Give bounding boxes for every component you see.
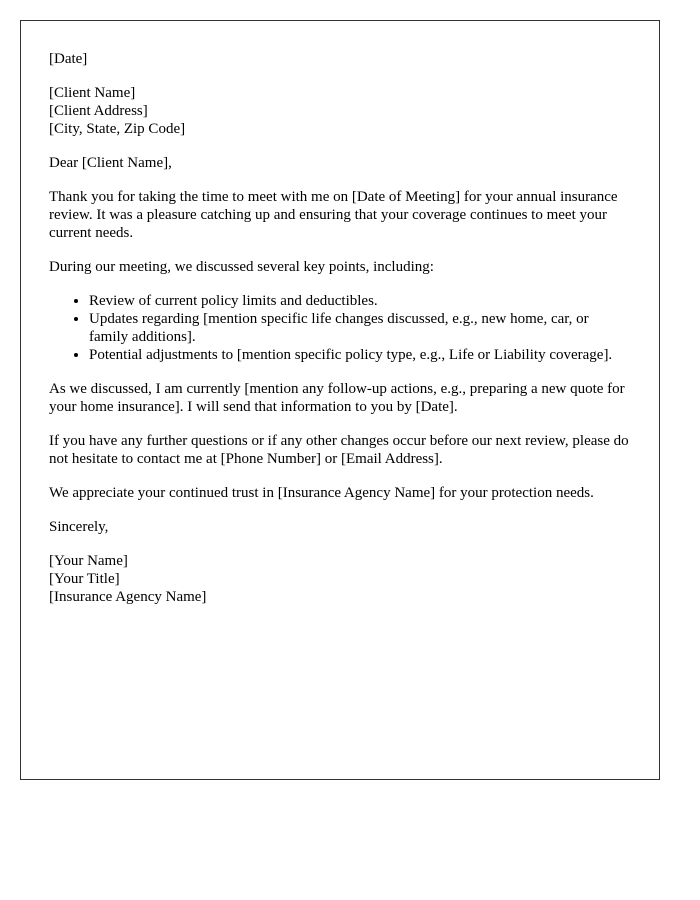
key-point-item: • Potential adjustments to [mention specific policy type, e.g., Life or Liability coverage]. [89,346,631,364]
body-paragraph-appreciation: We appreciate your continued trust in [Insurance Agency Name] for your protection needs. [49,485,594,501]
body-paragraph-follow-up: As we discussed, I am currently [mention any follow-up actions, e.g., preparing a new quote for your home insurance]. I will send that information to you by [Date]. [49,381,625,415]
salutation: Dear [Client Name], [49,155,172,171]
closing: Sincerely, [49,519,109,535]
body-paragraph-intro: Thank you for taking the time to meet with me on [Date of Meeting] for your annual insurance review. It was a pleasure catching up and ensuring that your coverage continues to meet your current needs. [49,189,618,241]
letter-page [20,20,660,780]
signature-name: [Your Name] [49,553,128,569]
signature-block [49,552,631,606]
key-points-list [49,292,631,364]
recipient-block [49,84,631,138]
key-point-item: • Review of current policy limits and deductibles. [89,292,631,310]
letter-date: [Date] [49,51,88,67]
signature-title: [Your Title] [49,571,120,587]
recipient-city-state-zip: [City, State, Zip Code] [49,121,186,137]
body-paragraph-contact: If you have any further questions or if any other changes occur before our next review, please do not hesitate to contact me at [Phone Number] or [Email Address]. [49,433,629,467]
body-paragraph-discussion: During our meeting, we discussed several key points, including: [49,259,434,275]
signature-agency: [Insurance Agency Name] [49,589,207,605]
recipient-address: [Client Address] [49,103,148,119]
recipient-name: [Client Name] [49,85,136,101]
key-point-item: • Updates regarding [mention specific life changes discussed, e.g., new home, car, or family additions]. [89,310,631,346]
